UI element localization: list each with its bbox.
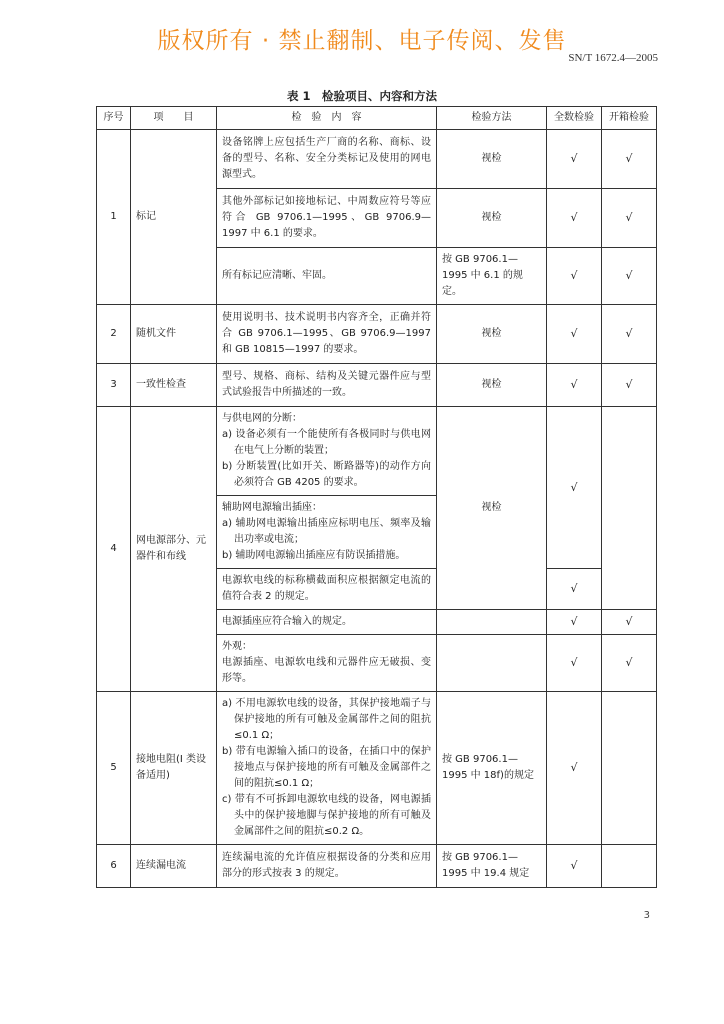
inspection-table — [96, 106, 657, 888]
content-title: 与供电网的分断： — [222, 413, 302, 424]
row-content: 所有标记应清晰、牢固。 — [217, 248, 437, 305]
check-mark: √ — [547, 635, 602, 692]
row-content: 使用说明书、技术说明书内容齐全，正确并符合 GB 9706.1—1995、GB 9706.9—1997 和 GB 10815—1997 的要求。 — [217, 305, 437, 364]
row-content — [217, 692, 437, 845]
standard-code: SN/T 1672.4—2005 — [568, 52, 658, 64]
row-seq: 5 — [97, 692, 131, 845]
copyright-watermark: 版权所有 · 禁止翻制、电子传阅、发售 — [157, 28, 567, 54]
content-item: b) 辅助网电源输出插座应有防误插措施。 — [222, 550, 406, 561]
check-mark: √ — [547, 407, 602, 569]
row-content: 连续漏电流的允许值应根据设备的分类和应用部分的形式按表 3 的规定。 — [217, 845, 437, 888]
check-mark: √ — [547, 569, 602, 610]
row-content — [217, 635, 437, 692]
check-mark: √ — [602, 189, 657, 248]
header-content: 检 验 内 容 — [217, 107, 437, 130]
empty-cell — [602, 692, 657, 845]
content-title: 外观： — [222, 641, 252, 652]
empty-cell — [437, 635, 547, 692]
content-title: 辅助网电源输出插座： — [222, 502, 322, 513]
content-item: b) 分断装置(比如开关、断路器等)的动作方向必须符合 GB 4205 的要求。 — [222, 461, 431, 488]
header-method: 检验方法 — [437, 107, 547, 130]
row-item: 随机文件 — [131, 305, 217, 364]
row-method: 按 GB 9706.1—1995 中 6.1 的规定。 — [437, 248, 547, 305]
header-full-inspection: 全数检验 — [547, 107, 602, 130]
row-seq: 6 — [97, 845, 131, 888]
check-mark: √ — [602, 130, 657, 189]
header-seq: 序号 — [97, 107, 131, 130]
row-method: 按 GB 9706.1—1995 中 18f)的规定 — [437, 692, 547, 845]
row-method: 视检 — [437, 189, 547, 248]
check-mark: √ — [602, 305, 657, 364]
table-row — [97, 845, 657, 888]
check-mark: √ — [602, 248, 657, 305]
empty-cell — [437, 610, 547, 635]
check-mark: √ — [547, 845, 602, 888]
row-content: 设备铭牌上应包括生产厂商的名称、商标、设备的型号、名称、安全分类标记及使用的网电源型式。 — [217, 130, 437, 189]
row-method: 按 GB 9706.1—1995 中 19.4 规定 — [437, 845, 547, 888]
row-content — [217, 407, 437, 496]
table-row — [97, 305, 657, 364]
content-item: a) 辅助网电源输出插座应标明电压、频率及输出功率或电流； — [222, 518, 431, 545]
row-item: 接地电阻(I 类设备适用) — [131, 692, 217, 845]
check-mark: √ — [547, 692, 602, 845]
row-seq: 2 — [97, 305, 131, 364]
content-text: 电源插座、电源软电线和元器件应无破损、变形等。 — [222, 657, 431, 684]
table-header-row — [97, 107, 657, 130]
check-mark: √ — [547, 305, 602, 364]
header-unpack-inspection: 开箱检验 — [602, 107, 657, 130]
table-row — [97, 130, 657, 189]
table-title: 表 1 检验项目、内容和方法 — [286, 89, 437, 103]
row-method: 视检 — [437, 305, 547, 364]
row-content: 型号、规格、商标、结构及关键元器件应与型式试验报告中所描述的一致。 — [217, 364, 437, 407]
row-item: 连续漏电流 — [131, 845, 217, 888]
content-item: c) 带有不可拆卸电源软电线的设备，网电源插头中的保护接地脚与保护接地的所有可触及金属部件之间的阻抗≤0.2 Ω。 — [222, 794, 431, 837]
check-mark: √ — [547, 364, 602, 407]
content-item: b) 带有电源输入插口的设备，在插口中的保护接地点与保护接地的所有可触及金属部件之间的阻抗≤0.1 Ω； — [222, 746, 431, 789]
header-item: 项 目 — [131, 107, 217, 130]
table-row — [97, 407, 657, 496]
check-mark: √ — [547, 189, 602, 248]
row-method: 视检 — [437, 407, 547, 610]
table-row — [97, 692, 657, 845]
table-row — [97, 364, 657, 407]
row-content: 电源插座应符合输入的规定。 — [217, 610, 437, 635]
row-seq: 3 — [97, 364, 131, 407]
page-number: 3 — [643, 910, 650, 921]
row-seq: 1 — [97, 130, 131, 305]
row-item: 标记 — [131, 130, 217, 305]
row-item: 一致性检查 — [131, 364, 217, 407]
empty-cell — [602, 845, 657, 888]
empty-cell — [602, 407, 657, 610]
row-content — [217, 496, 437, 569]
check-mark: √ — [547, 130, 602, 189]
row-item: 网电源部分、元器件和布线 — [131, 407, 217, 692]
row-content: 电源软电线的标称横截面积应根据额定电流的值符合表 2 的规定。 — [217, 569, 437, 610]
check-mark: √ — [547, 610, 602, 635]
row-content: 其他外部标记如接地标记、中周数应符号等应符合 GB 9706.1—1995、GB 9706.9—1997 中 6.1 的要求。 — [217, 189, 437, 248]
content-item: a) 设备必须有一个能使所有各极同时与供电网在电气上分断的装置； — [222, 429, 431, 456]
row-method: 视检 — [437, 364, 547, 407]
check-mark: √ — [547, 248, 602, 305]
content-item: a) 不用电源软电线的设备，其保护接地端子与保护接地的所有可触及金属部件之间的阻抗≤0.1 Ω； — [222, 698, 431, 741]
check-mark: √ — [602, 610, 657, 635]
check-mark: √ — [602, 635, 657, 692]
check-mark: √ — [602, 364, 657, 407]
row-seq: 4 — [97, 407, 131, 692]
row-method: 视检 — [437, 130, 547, 189]
